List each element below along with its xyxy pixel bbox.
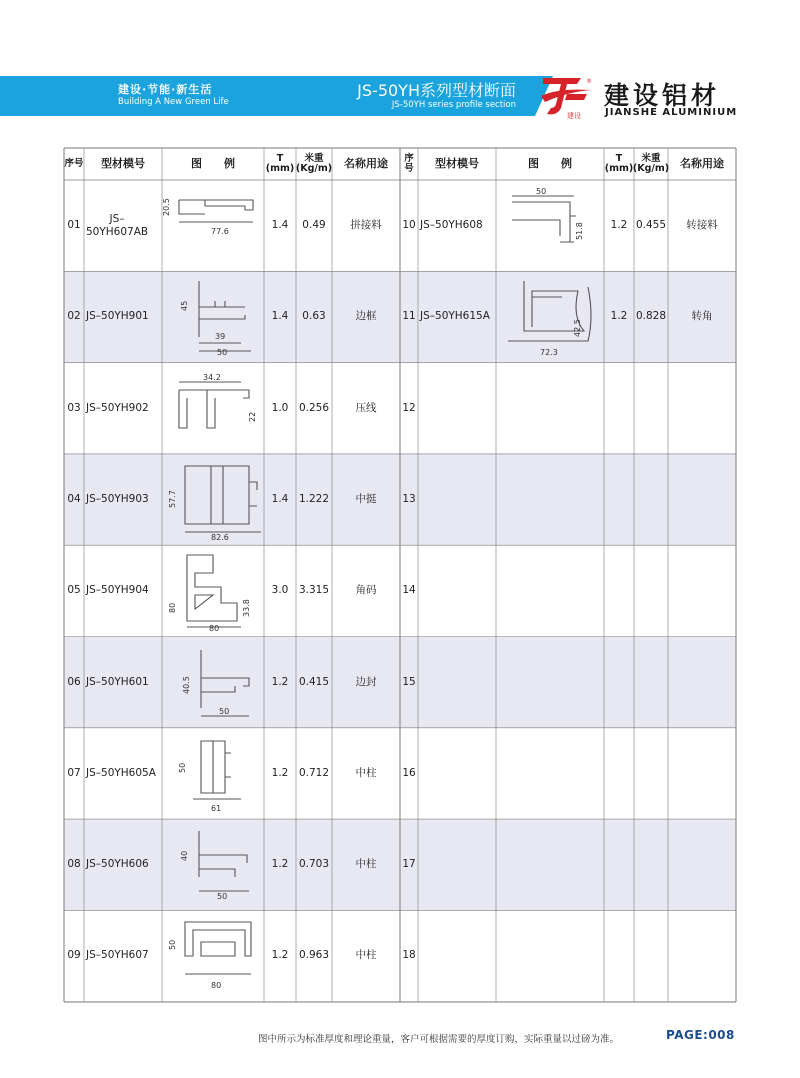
model-number	[418, 637, 498, 728]
thickness-value: 3.0	[271, 584, 289, 597]
weight-value	[634, 545, 668, 636]
profile-drawing-icon	[165, 733, 261, 813]
row-number: 18	[402, 949, 416, 962]
model-number: JS–50YH607	[86, 949, 149, 962]
weight-value: 3.315	[298, 584, 330, 597]
thickness-value	[604, 910, 634, 1001]
profile-drawing-icon	[165, 916, 261, 996]
dimension-label: 34.2	[203, 373, 221, 383]
footnote: 图中所示为标准厚度和理论重量，客户可根据需要的厚度订购，实际重量以过磅为准。	[258, 1034, 620, 1045]
dimension-label: 51.8	[575, 221, 584, 240]
row-number: 06	[67, 675, 81, 688]
usage-label: 中挺	[355, 492, 377, 505]
thickness-value: 1.0	[271, 401, 289, 414]
model-number	[418, 454, 498, 545]
weight-value: 0.455	[635, 219, 667, 232]
profile-drawing-icon	[162, 186, 261, 266]
header-model: 型材模号	[101, 157, 145, 171]
header-seq: 序号	[64, 157, 84, 169]
dimension-label: 33.8	[242, 599, 251, 617]
thickness-value	[604, 728, 634, 819]
model-number: JS–50YH901	[86, 310, 149, 323]
row-number: 10	[402, 219, 416, 232]
weight-value	[634, 819, 668, 910]
usage-label	[668, 545, 736, 636]
row-number: 16	[402, 766, 416, 779]
profile-drawing-icon	[165, 277, 261, 357]
slogan-cn: 建设·节能·新生活	[118, 83, 213, 96]
usage-label: 边封	[355, 675, 377, 688]
dimension-label: 50	[168, 939, 177, 951]
usage-label: 角码	[355, 584, 377, 597]
thickness-value	[604, 545, 634, 636]
row-number: 08	[67, 858, 81, 871]
weight-value	[634, 728, 668, 819]
usage-label: 中柱	[355, 766, 377, 779]
model-number: JS–50YH601	[86, 675, 149, 688]
dimension-label: 82.6	[211, 532, 229, 542]
thickness-value: 1.2	[610, 219, 628, 232]
dimension-label: 22	[248, 412, 257, 423]
model-number: JS–50YH606	[86, 858, 149, 871]
trademark-symbol: ®	[586, 78, 592, 85]
weight-value: 0.712	[298, 766, 330, 779]
profile-drawing-icon	[502, 186, 598, 266]
weight-value	[634, 637, 668, 728]
model-number: JS–50YH605A	[86, 766, 156, 779]
thickness-value	[604, 363, 634, 454]
model-number: JS–50YH903	[86, 492, 149, 505]
usage-label	[668, 454, 736, 545]
model-number	[418, 819, 498, 910]
row-number: 12	[402, 401, 416, 414]
header-usage: 名称用途	[680, 157, 724, 171]
slogan-en: Building A New Green Life	[118, 97, 229, 107]
weight-value: 0.415	[298, 675, 330, 688]
thickness-value: 1.4	[271, 492, 289, 505]
dimension-label: 39	[215, 331, 226, 341]
thickness-value: 1.2	[271, 949, 289, 962]
weight-value: 0.963	[298, 949, 330, 962]
weight-value: 0.703	[298, 858, 330, 871]
usage-label: 中柱	[355, 858, 377, 871]
row-number: 17	[402, 858, 416, 871]
weight-value: 0.256	[298, 401, 330, 414]
dimension-label: 80	[209, 623, 220, 633]
row-number: 09	[67, 949, 81, 962]
usage-label	[668, 363, 736, 454]
thickness-value: 1.4	[271, 310, 289, 323]
header-weight: 米重 (Kg/m)	[632, 152, 670, 174]
brand-name-en: JIANSHE ALUMINIUM	[605, 107, 738, 118]
header-seq: 序号	[404, 152, 414, 174]
dimension-label: 50	[217, 347, 228, 357]
header-figure: 图 例	[191, 157, 235, 171]
model-number	[418, 363, 498, 454]
weight-value: 0.63	[302, 310, 326, 323]
header-thickness: T (mm)	[604, 152, 634, 174]
weight-value	[634, 363, 668, 454]
dimension-label: 80	[211, 981, 222, 991]
jianshe-logo-icon	[537, 74, 595, 120]
logo-small-text: 建设	[567, 112, 581, 120]
model-number: JS–50YH608	[420, 219, 483, 232]
row-number: 14	[402, 584, 416, 597]
thickness-value: 1.2	[271, 675, 289, 688]
profile-drawing-icon	[165, 460, 261, 540]
usage-label	[668, 819, 736, 910]
row-number: 01	[67, 219, 81, 232]
model-number	[418, 910, 498, 1001]
profile-drawing-icon	[165, 642, 261, 722]
row-number: 13	[402, 492, 416, 505]
usage-label: 转接料	[686, 219, 718, 232]
model-number: JS–50YH615A	[420, 310, 490, 323]
usage-label: 压线	[355, 401, 377, 414]
weight-value	[634, 454, 668, 545]
thickness-value: 1.2	[271, 766, 289, 779]
profile-drawing-icon	[165, 551, 261, 631]
row-number: 04	[67, 492, 81, 505]
usage-label: 边框	[355, 310, 377, 323]
dimension-label: 80	[168, 602, 177, 613]
model-number: JS–50YH904	[86, 584, 149, 597]
model-number: JS– 50YH607AB	[86, 212, 149, 238]
header-thickness: T (mm)	[265, 152, 295, 174]
row-number: 15	[402, 675, 416, 688]
header-weight: 米重 (Kg/m)	[295, 152, 333, 174]
dimension-label: 61	[211, 804, 222, 814]
usage-label	[668, 910, 736, 1001]
dimension-label: 20.5	[162, 197, 171, 216]
thickness-value: 1.4	[271, 219, 289, 232]
row-number: 07	[67, 766, 81, 779]
model-number	[418, 545, 498, 636]
weight-value: 0.828	[635, 310, 667, 323]
brand-name-cn: 建设铝材	[604, 81, 721, 110]
thickness-value	[604, 819, 634, 910]
dimension-label: 40	[180, 850, 189, 861]
weight-value	[634, 910, 668, 1001]
page-number: PAGE:008	[666, 1028, 735, 1042]
usage-label	[668, 637, 736, 728]
usage-label	[668, 728, 736, 819]
thickness-value	[604, 637, 634, 728]
profile-drawing-icon	[165, 825, 261, 905]
header-usage: 名称用途	[344, 157, 388, 171]
dimension-label: 42.5	[573, 319, 582, 337]
dimension-label: 40.5	[182, 676, 191, 695]
header-figure: 图 例	[528, 157, 572, 171]
series-subtitle: JS-50YH series profile section	[391, 100, 516, 110]
dimension-label: 50	[536, 186, 547, 196]
usage-label: 中柱	[355, 949, 377, 962]
series-title: JS-50YH系列型材断面	[357, 81, 516, 100]
dimension-label: 57.7	[168, 489, 177, 508]
usage-label: 拼接料	[350, 219, 382, 232]
thickness-value	[604, 454, 634, 545]
dimension-label: 50	[217, 891, 228, 901]
dimension-label: 50	[219, 707, 230, 717]
dimension-label: 72.3	[540, 347, 558, 357]
profile-drawing-icon	[502, 277, 598, 357]
dimension-label: 45	[180, 300, 189, 311]
weight-value: 0.49	[302, 219, 326, 232]
row-number: 03	[67, 401, 81, 414]
thickness-value: 1.2	[271, 858, 289, 871]
usage-label: 转角	[691, 310, 713, 323]
dimension-label: 77.6	[211, 226, 229, 236]
row-number: 02	[67, 310, 81, 323]
profile-table	[64, 148, 736, 1002]
row-number: 11	[402, 310, 416, 323]
weight-value: 1.222	[298, 492, 330, 505]
dimension-label: 50	[178, 763, 187, 774]
model-number	[418, 728, 498, 819]
row-number: 05	[67, 584, 81, 597]
header-model: 型材模号	[435, 157, 479, 171]
thickness-value: 1.2	[610, 310, 628, 323]
model-number: JS–50YH902	[86, 401, 149, 414]
profile-drawing-icon	[165, 368, 261, 448]
